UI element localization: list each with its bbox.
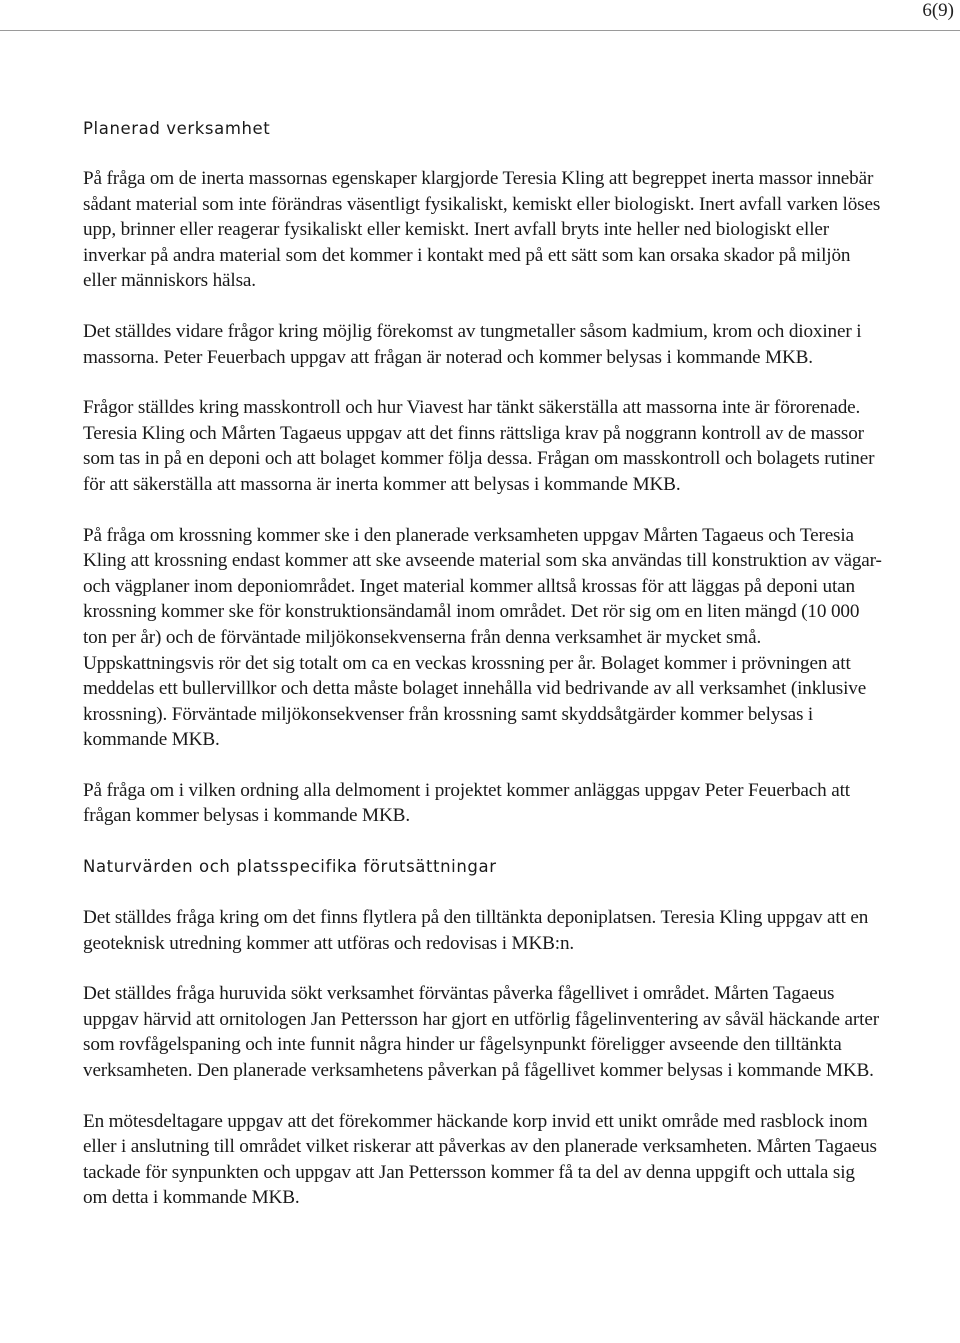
paragraph: På fråga om de inerta massornas egenskaper klargjorde Teresia Kling att begreppet inerta massor innebär sådant material som inte förändras väsentligt fysikaliskt, kemiskt eller biologiskt. Inert avfall varken löses upp, brinner eller reagerar fysikaliskt eller kemiskt. Inert avfall bryts inte heller ned biologiskt eller inverkar på andra material som det kommer i kontakt med på ett sätt som kan orsaka skador på miljön eller människors hälsa. <box>83 168 881 292</box>
page-number: 6(9) <box>922 0 954 21</box>
paragraph: Det ställdes vidare frågor kring möjlig förekomst av tungmetaller såsom kadmium, krom och dioxiner i massorna. Peter Feuerbach uppgav att frågan är noterad och kommer belysas i kommande MKB. <box>83 320 862 368</box>
paragraph: Det ställdes fråga kring om det finns flytlera på den tilltänkta deponiplatsen. Teresia Kling uppgav att en geoteknisk utredning kommer att utföras och redovisas i MKB:n. <box>83 907 869 954</box>
section-heading-planerad-verksamhet: Planerad verksamhet <box>83 119 271 138</box>
paragraph: Frågor ställdes kring masskontroll och hur Viavest har tänkt säkerställa att massorna inte är förorenade. Teresia Kling och Mårten Tagaeus uppgav att det finns rättsliga krav på noggrann kontroll av de massor som tas in på en deponi och att bolaget kommer följa dessa. Frågan om masskontroll och bolagets rutiner för att säkerställa att massorna är inerta kommer att belysas i kommande MKB. <box>83 397 875 495</box>
page-header <box>0 0 960 31</box>
paragraph: På fråga om krossning kommer ske i den planerade verksamheten uppgav Mårten Tagaeus och Teresia Kling att krossning endast kommer att ske avseende material som ska användas till konstruktion av vägar- och vägplaner inom deponiområdet. Inget material kommer alltså krossas för att läggas på deponi utan krossning kommer ske för konstruktionsändamål inom området. Det rör sig om en liten mängd (10 000 ton per år) och de förväntade miljökonsekvenserna från denna verksamhet är mycket små. Uppskattningsvis rör det sig totalt om ca en veckas krossning per år. Bolaget kommer i prövningen att meddelas ett bullervillkor och detta måste bolaget innehålla vid bedrivande av all verksamhet (inklusive krossning). Förväntade miljökonsekvenser från krossning samt skyddsåtgärder kommer belysas i kommande MKB. <box>83 524 882 751</box>
paragraph: Det ställdes fråga huruvida sökt verksamhet förväntas påverka fågellivet i området. Mårten Tagaeus uppgav härvid att ornitologen Jan Pettersson har gjort en utförlig fågelinventering av såväl häckande arter som rovfågelspaning och inte funnit några hinder ur fågelsynpunkt föreligger avseende den tilltänkta verksamheten. Den planerade verksamhetens påverkan på fågellivet kommer belysas i kommande MKB. <box>83 983 879 1082</box>
paragraph: En mötesdeltagare uppgav att det förekommer häckande korp invid ett unikt område med rasblock inom eller i anslutning till området vilket riskerar att påverkas av den planerade verksamheten. Mårten Tagaeus tackade för synpunkten och uppgav att Jan Pettersson kommer få ta del av denna uppgift och uttala sig om detta i kommande MKB. <box>83 1110 877 1209</box>
document-body <box>83 116 883 1211</box>
paragraph: På fråga om i vilken ordning alla delmoment i projektet kommer anläggas uppgav Peter Feuerbach att frågan kommer belysas i kommande MKB. <box>83 779 850 827</box>
section-heading-naturvarden: Naturvärden och platsspecifika förutsättningar <box>83 857 497 877</box>
